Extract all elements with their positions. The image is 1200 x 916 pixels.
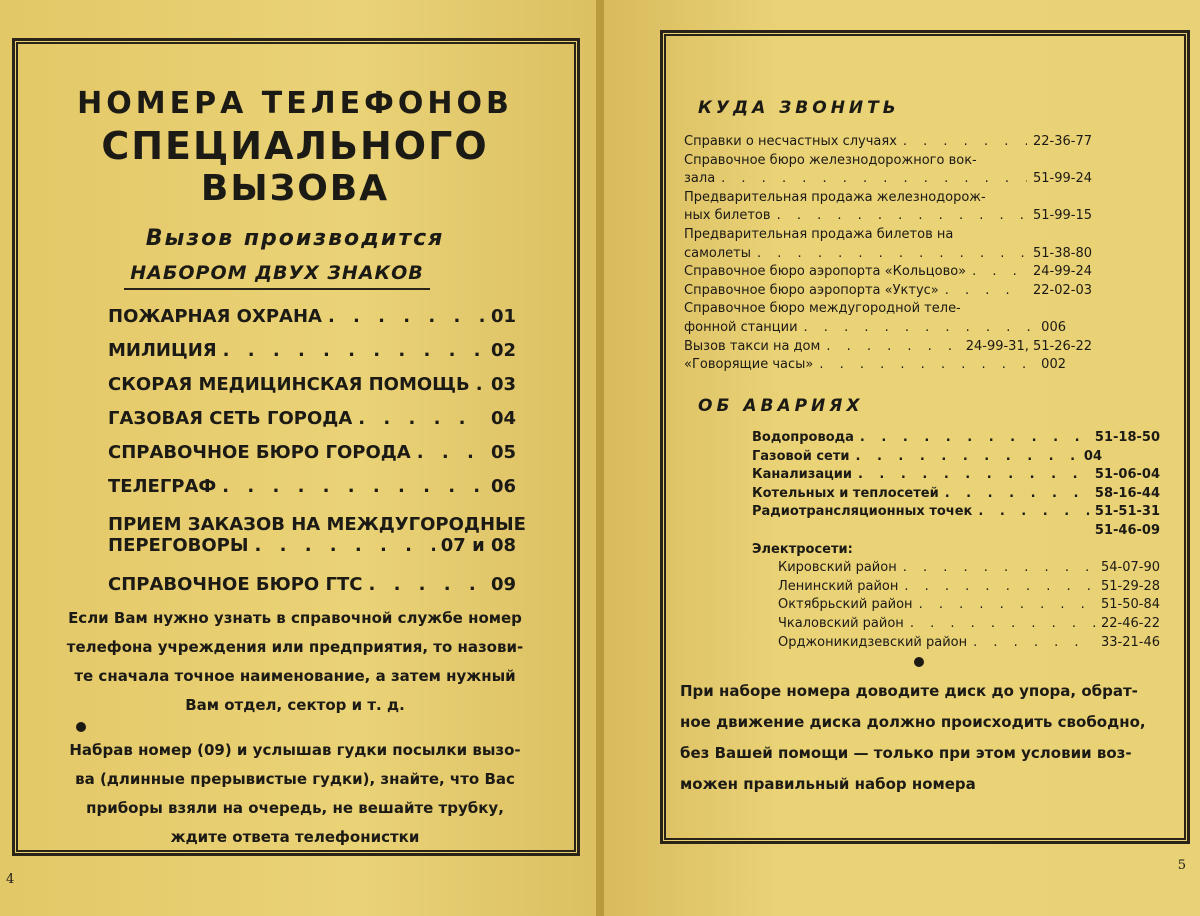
service-name: МИЛИЦИЯ [108,340,217,361]
service-row [108,306,516,340]
item-number: 58-16-44 [1094,485,1160,501]
service-row [108,574,516,608]
item-number: 51-99-15 [1032,208,1092,224]
list-item [684,227,1092,246]
accidents-list [752,430,1160,653]
leader-dots [826,339,959,354]
item-name: Кировский район [778,560,897,576]
paragraph-line: Набрав номер (09) и услышав гудки посылки вызо- [69,741,521,759]
paragraph-line: ное движение диска должно происходить свободно, [680,713,1146,731]
paragraph-line: ва (длинные прерывистые гудки), знайте, что Вас [75,770,515,788]
list-item [752,523,1160,542]
item-number: 33-21-46 [1100,634,1160,650]
title-line-3: ВЫЗОВА [200,168,390,209]
item-number: 002 [1041,357,1066,373]
leader-dots [476,374,485,395]
leader-dots [903,134,1027,149]
list-item [752,560,1160,579]
special-services-list [108,306,526,608]
heading-where-to-call: КУДА ЗВОНИТЬ [698,98,900,118]
subtitle-two-digits: НАБОРОМ ДВУХ ЗНАКОВ [124,262,430,290]
item-number: 51-29-28 [1100,578,1160,594]
paragraph-line: При наборе номера доводите диск до упора, обрат- [680,682,1138,700]
item-name: Справочное бюро междугородной теле- [684,301,961,317]
service-row [108,340,516,374]
item-number: 24-99-24 [1032,264,1092,280]
service-row-long [108,514,526,568]
leader-dots [945,486,1089,501]
leader-dots [757,246,1027,261]
title-line-1: НОМЕРА ТЕЛЕФОНОВ [77,86,513,121]
list-item [752,616,1160,635]
item-name: Справочное бюро аэропорта «Уктус» [684,282,939,298]
service-code: 05 [490,442,516,463]
list-item [752,467,1160,486]
list-item [684,153,1092,172]
list-item [752,486,1160,505]
list-item [684,283,1092,302]
paragraph-reference-help [40,604,550,720]
service-code: 03 [490,374,516,395]
item-name: Радиотрансляционных точек [752,504,973,520]
list-item [684,208,1092,227]
bullet-dot [914,657,924,667]
item-name: Газовой сети [752,448,850,464]
item-name: Октябрьский район [778,597,913,613]
item-number: 51-38-80 [1032,245,1092,261]
leader-dots [417,442,485,463]
item-number: 22-46-22 [1100,615,1160,631]
page-number: 5 [1177,858,1186,873]
electro-label-text: Электросети: [752,541,853,557]
item-name: Ленинский район [778,578,899,594]
list-item [752,635,1160,654]
where-to-call-list [684,134,1092,376]
paragraph-line: можен правильный набор номера [680,775,976,793]
item-number: 51-06-04 [1094,467,1160,483]
item-number: 51-50-84 [1100,597,1160,613]
list-item [684,301,1092,320]
leader-dots [978,504,1089,519]
item-number: 51-46-09 [1094,522,1160,538]
paragraph-line: ждите ответа телефонистки [170,828,420,846]
paragraph-line: Вам отдел, сектор и т. д. [185,696,405,714]
list-item [684,357,1092,376]
item-name: «Говорящие часы» [684,357,814,373]
item-name: Орджоникидзевский район [778,634,968,650]
leader-dots [223,340,485,361]
item-number: 04 [1083,448,1102,464]
service-code: 01 [490,306,516,327]
electro-label [752,542,1160,561]
item-name: Справки о несчастных случаях [684,134,897,149]
districts-list [752,560,1160,653]
item-name: Котельных и теплосетей [752,485,939,501]
subtitle-call-made: Вызов производится [145,226,445,251]
leader-dots [819,357,1035,372]
leader-dots [328,306,485,327]
paragraph-line: без Вашей помощи — только при этом условии воз- [680,744,1132,762]
service-name: СПРАВОЧНОЕ БЮРО ГТС [108,574,363,595]
service-name: ПОЖАРНАЯ ОХРАНА [108,306,322,327]
item-name: зала [684,171,716,187]
item-name: Вызов такси на дом [684,338,821,354]
page-number: 4 [6,872,15,887]
item-name: Предварительная продажа билетов на [684,226,954,242]
leader-dots [358,408,485,429]
paragraph-line: те сначала точное наименование, а затем нужный [74,667,516,685]
leader-dots [903,560,1095,575]
service-code: 06 [490,476,516,497]
service-row [108,374,516,408]
leader-dots [973,635,1095,650]
title-line-2: СПЕЦИАЛЬНОГО [101,124,489,168]
service-name: ТЕЛЕГРАФ [108,476,217,497]
service-code: 09 [490,574,516,595]
service-row-long-second [108,535,516,561]
item-number: 22-02-03 [1032,282,1092,298]
item-name: фонной станции [684,319,798,335]
item-name: Справочное бюро аэропорта «Кольцово» [684,264,967,280]
leader-dots [368,574,484,595]
list-item [684,190,1092,209]
list-item [752,504,1160,523]
item-number: 51-18-50 [1094,430,1160,445]
list-item [684,339,1092,358]
leader-dots [910,616,1095,631]
item-name: Канализации [752,467,852,483]
leader-dots [858,467,1089,482]
service-name-line2: ПЕРЕГОВОРЫ [108,535,249,556]
paragraph-queue-note [40,736,550,852]
list-item [752,449,1160,468]
leader-dots [919,597,1095,612]
paragraph-line: приборы взяли на очередь, не вешайте трубку, [86,799,504,817]
service-name: СПРАВОЧНОЕ БЮРО ГОРОДА [108,442,411,463]
item-number: 22-36-77 [1032,134,1092,149]
item-name: Предварительная продажа железнодорож- [684,189,986,205]
list-item [684,134,1092,153]
item-name: Водопровода [752,430,854,445]
leader-dots [945,283,1027,298]
list-item [684,246,1092,265]
leader-dots [254,535,434,556]
item-number: 51-51-31 [1094,504,1160,520]
service-name-line1: ПРИЕМ ЗАКАЗОВ НА МЕЖДУГОРОДНЫЕ [108,514,526,535]
leader-dots [856,449,1078,464]
leader-dots [222,476,485,497]
list-item [752,579,1160,598]
leader-dots [972,264,1027,279]
left-page [0,0,596,916]
list-item [684,264,1092,283]
service-row [108,442,516,476]
paragraph-line: Если Вам нужно узнать в справочной службе номер [68,609,522,627]
service-code: 04 [490,408,516,429]
item-number: 24-99-31, 51-26-22 [965,338,1092,354]
service-code: 07 и 08 [440,535,516,556]
leader-dots [721,171,1027,186]
service-name: СКОРАЯ МЕДИЦИНСКАЯ ПОМОЩЬ [108,374,470,395]
item-name: ных билетов [684,208,771,224]
service-row [108,408,516,442]
service-row [108,476,516,510]
heading-accidents: ОБ АВАРИЯХ [698,396,864,416]
item-number: 54-07-90 [1100,560,1160,576]
list-item [684,320,1092,339]
list-item [752,597,1160,616]
leader-dots [777,208,1027,223]
book-gutter [596,0,604,916]
item-number: 51-99-24 [1032,171,1092,187]
item-name: Справочное бюро железнодорожного вок- [684,152,977,168]
service-code: 02 [490,340,516,361]
list-item [752,430,1160,449]
item-name: самолеты [684,245,752,261]
leader-dots [860,430,1089,445]
leader-dots [904,579,1095,594]
bullet-dot [76,722,86,732]
item-name: Чкаловский район [778,615,904,631]
list-item [684,171,1092,190]
paragraph-dial-instructions [680,676,1164,800]
service-name: ГАЗОВАЯ СЕТЬ ГОРОДА [108,408,353,429]
item-number: 006 [1041,319,1066,335]
leader-dots [804,320,1036,335]
paragraph-line: телефона учреждения или предприятия, то назови- [66,638,524,656]
